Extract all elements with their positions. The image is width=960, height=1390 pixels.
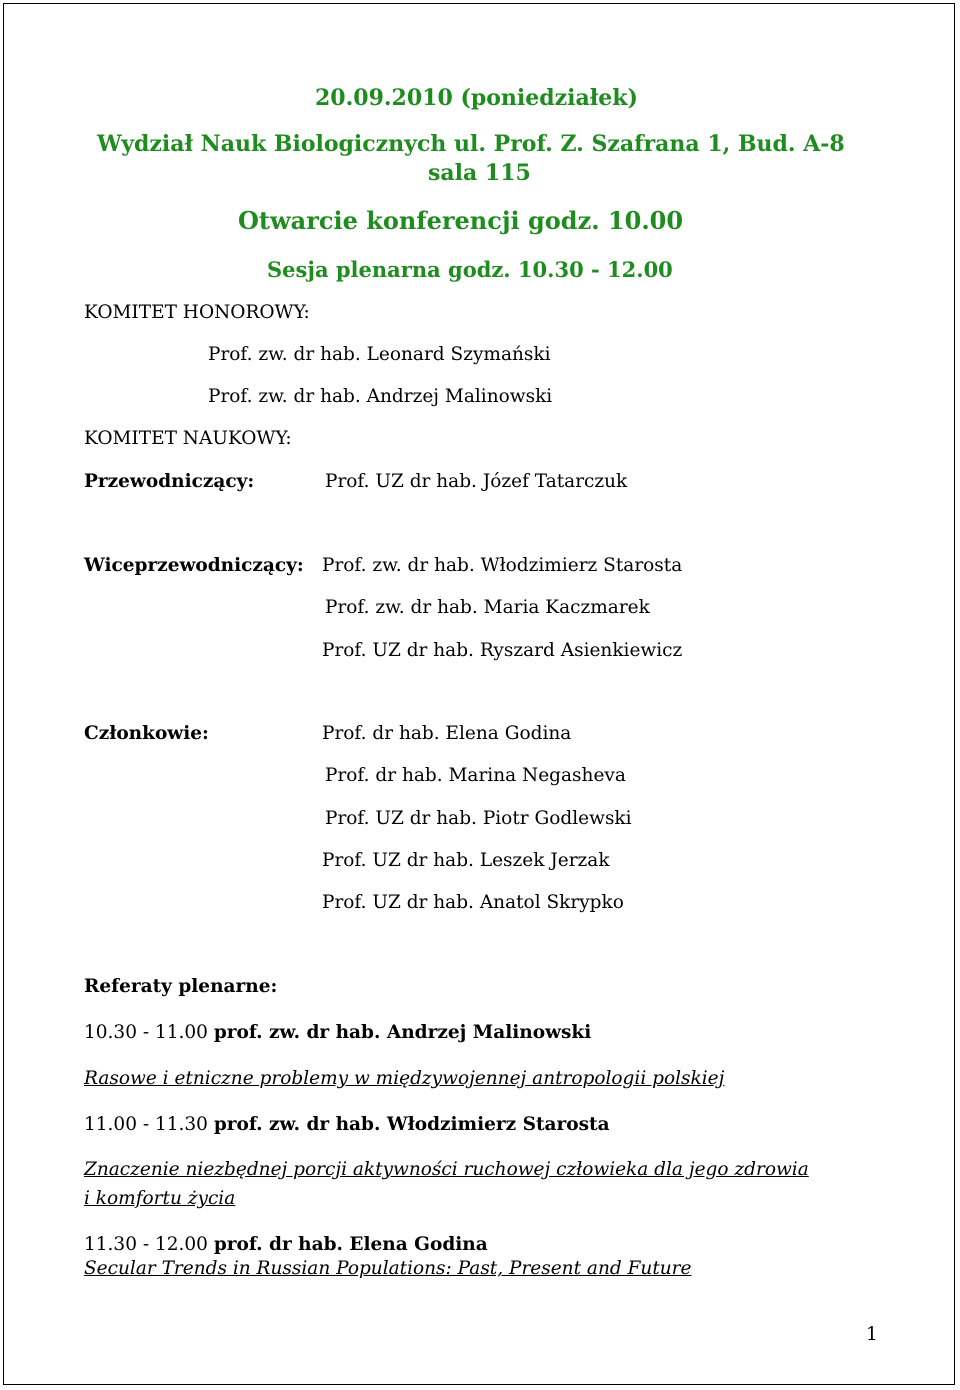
talk-speaker: prof. zw. dr hab. Andrzej Malinowski xyxy=(213,1022,592,1043)
talk-header xyxy=(84,1022,591,1043)
members-label: Członkowie: xyxy=(84,723,209,744)
venue-room: sala 115 xyxy=(428,160,531,186)
committee-member: Prof. dr hab. Elena Godina xyxy=(322,723,572,744)
honorary-committee-label-colon: : xyxy=(303,302,310,323)
vice-chair-label: Wiceprzewodniczący: xyxy=(84,555,304,576)
talk-time: 11.30 - 12.00 xyxy=(84,1234,214,1255)
committee-member: Prof. dr hab. Marina Negasheva xyxy=(325,765,626,786)
vice-chair-name: Prof. zw. dr hab. Maria Kaczmarek xyxy=(325,597,650,618)
honorary-member: Prof. zw. dr hab. Andrzej Malinowski xyxy=(208,386,553,407)
honorary-member: Prof. zw. dr hab. Leonard Szymański xyxy=(208,344,551,365)
talk-header xyxy=(84,1234,488,1255)
talk-speaker: prof. zw. dr hab. Włodzimierz Starosta xyxy=(213,1114,610,1135)
honorary-committee-label-text: KOMITET HONOROWY xyxy=(84,302,304,323)
committee-member: Prof. UZ dr hab. Piotr Godlewski xyxy=(325,808,632,829)
session-heading: Sesja plenarna godz. 10.30 - 12.00 xyxy=(267,257,673,282)
event-date: 20.09.2010 (poniedziałek) xyxy=(315,85,638,111)
talk-header xyxy=(84,1114,610,1135)
vice-chair-name: Prof. zw. dr hab. Włodzimierz Starosta xyxy=(322,555,683,576)
talk-speaker: prof. dr hab. Elena Godina xyxy=(213,1234,488,1255)
honorary-committee-label xyxy=(84,302,310,323)
talk-title: Rasowe i etniczne problemy w międzywojennej antropologii polskiej xyxy=(84,1068,725,1089)
talk-time: 11.00 - 11.30 xyxy=(84,1114,214,1135)
venue-address: Wydział Nauk Biologicznych ul. Prof. Z. Szafrana 1, Bud. A-8 xyxy=(97,131,845,157)
vice-chair-name: Prof. UZ dr hab. Ryszard Asienkiewicz xyxy=(322,640,683,661)
page-number: 1 xyxy=(866,1324,878,1345)
talk-title: Secular Trends in Russian Populations: Past, Present and Future xyxy=(84,1258,692,1279)
chair-label: Przewodniczący: xyxy=(84,471,255,492)
scientific-committee-label: KOMITET NAUKOWY: xyxy=(84,428,292,449)
chair-name: Prof. UZ dr hab. Józef Tatarczuk xyxy=(325,471,628,492)
opening-heading: Otwarcie konferencji godz. 10.00 xyxy=(238,206,684,235)
talk-time: 10.30 - 11.00 xyxy=(84,1022,214,1043)
committee-member: Prof. UZ dr hab. Leszek Jerzak xyxy=(322,850,610,871)
plenary-label: Referaty plenarne: xyxy=(84,976,278,997)
talk-title-continued: i komfortu życia xyxy=(84,1188,236,1209)
talk-title: Znaczenie niezbędnej porcji aktywności ruchowej człowieka dla jego zdrowia xyxy=(84,1159,809,1180)
committee-member: Prof. UZ dr hab. Anatol Skrypko xyxy=(322,892,624,913)
